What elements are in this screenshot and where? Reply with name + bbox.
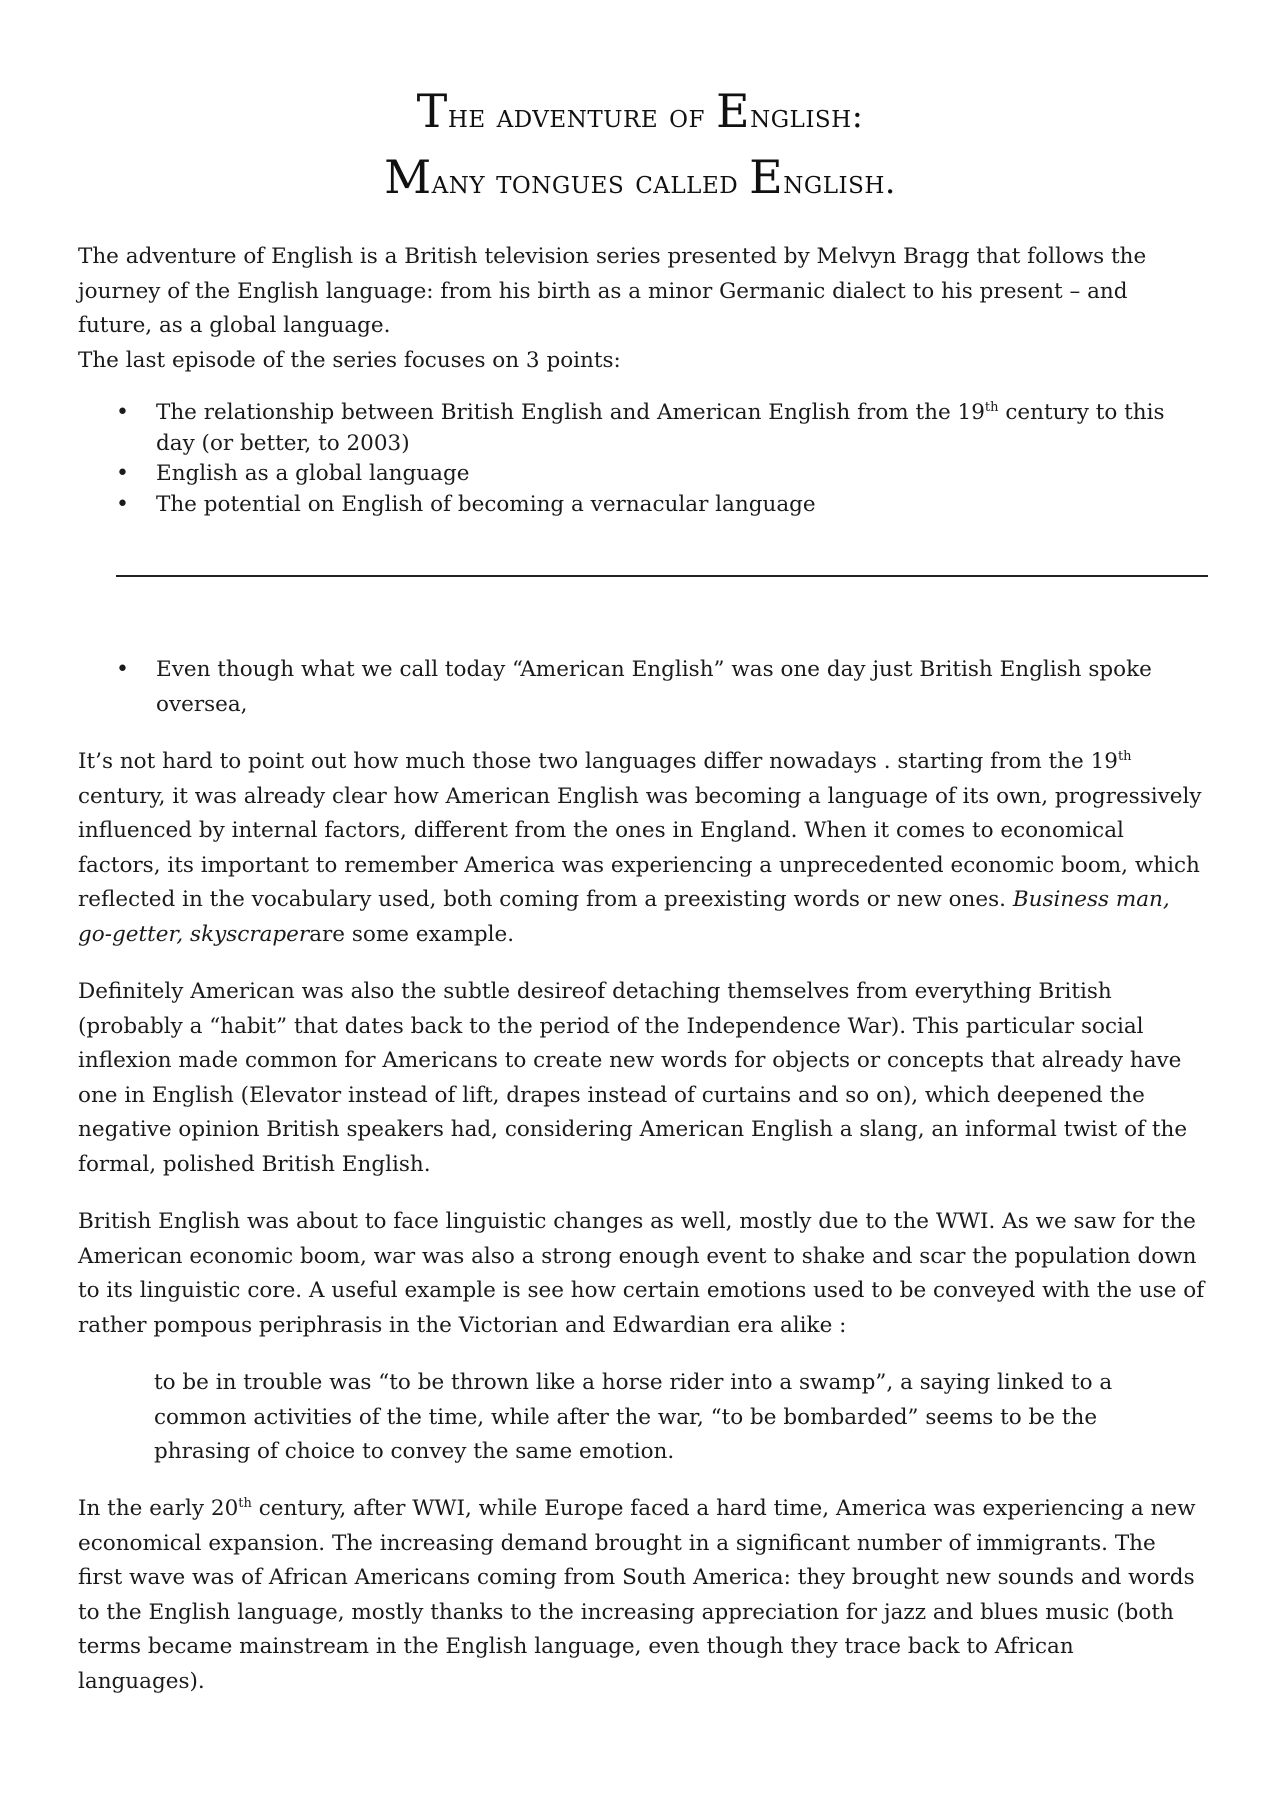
bullet-icon: • xyxy=(116,491,129,517)
paragraph-2: Definitely American was also the subtle desireof detaching themselves from everything British (probably a “habit” that dates back to the period of the Independence War). This particular social inflexion made common for Americans to create new words for objects or concepts that already have one in English (Elevator instead of lift, drapes instead of curtains and so on), which deepened the negative opinion British speakers had, considering American English a slang, an informal twist of the formal, polished British English. xyxy=(78,979,1188,1177)
points-list xyxy=(78,398,1206,520)
paragraph-1: It’s not hard to point out how much those two languages differ nowadays . starting from the 19th century, it was already clear how American English was becoming a language of its own, progressively influenced by internal factors, different from the ones in England. When it comes to economical factors, its important to remember America was experiencing a unprecedented economic boom, which reflected in the vocabulary used, both coming from a preexisting words or new ones. Business man, go-getter, skyscraperare some example. xyxy=(78,748,1202,947)
paragraph-4: In the early 20th century, after WWI, while Europe faced a hard time, America was experiencing a new economical expansion. The increasing demand brought in a significant number of immigrants. The first wave was of African Americans coming from South America: they brought new sounds and words to the English language, mostly thanks to the increasing appreciation for jazz and blues music (both terms became mainstream in the English language, even though they trace back to African languages). xyxy=(78,1495,1196,1694)
bullet-icon: • xyxy=(116,400,129,425)
intro-paragraph xyxy=(78,240,1206,378)
horizontal-rule xyxy=(116,575,1208,577)
list-item: • The relationship between British English and American English from the 19th century to this day (or better, to 2003) xyxy=(116,399,1165,456)
block-quote: to be in trouble was “to be thrown like a horse rider into a swamp”, a saying linked to a common activities of the time, while after the war, “to be bombarded” seems to be the phrasing of choice to convey the same emotion. xyxy=(154,1370,1113,1465)
bullet-icon: • xyxy=(116,461,129,486)
intro-focus: The last episode of the series focuses on 3 points: xyxy=(78,347,621,373)
list-item: • The potential on English of becoming a vernacular language xyxy=(78,490,1206,521)
bullet-icon: • xyxy=(116,657,129,682)
section-bullet-list xyxy=(78,653,1206,722)
list-item: • English as a global language xyxy=(78,459,1206,490)
list-item: • Even though what we call today “American English” was one day just British English spoke oversea, xyxy=(78,653,1206,722)
title-line-2: Many tongues called English. xyxy=(384,150,896,204)
title-line-1: The adventure of English: xyxy=(416,84,864,138)
intro-text: The adventure of English is a British television series presented by Melvyn Bragg that follows the journey of the English language: from his birth as a minor Germanic dialect to his present – and future, as a global language. xyxy=(78,244,1147,339)
paragraph-3: British English was about to face linguistic changes as well, mostly due to the WWI. As we saw for the American economic boom, war was also a strong enough event to shake and scar the population down to its linguistic core. A useful example is see how certain emotions used to be conveyed with the use of rather pompous periphrasis in the Victorian and Edwardian era alike : xyxy=(78,1209,1205,1338)
